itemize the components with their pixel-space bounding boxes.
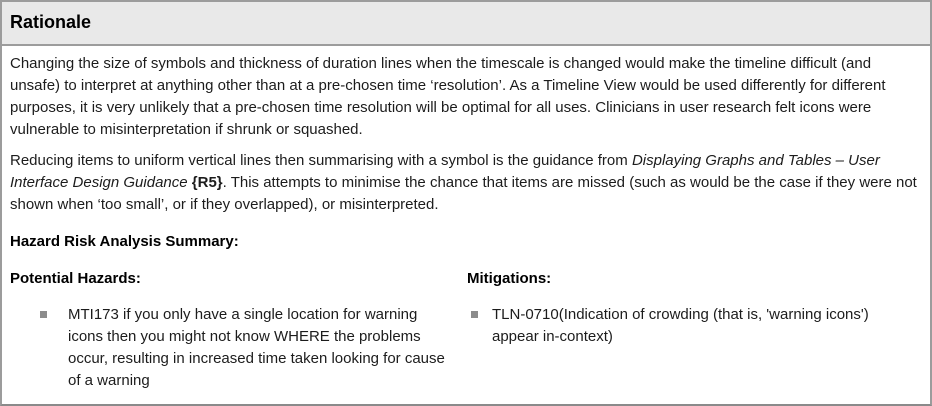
list-item — [467, 304, 920, 348]
reference-tag: {R5} — [191, 174, 223, 191]
rationale-paragraph-1: Changing the size of symbols and thickness of duration lines when the timescale is changed would make the timeline difficult (and unsafe) to interpret at anything other than at a pre-chosen time ‘resolution’. As a Timeline View would be used differently for different purposes, it is very unlikely that a pre-chosen time resolution will be optimal for all uses. Clinicians in user research felt icons were vulnerable to misinterpretation if shrunk or squashed. — [10, 55, 886, 138]
hazard-risk-summary-heading: Hazard Risk Analysis Summary: — [10, 233, 239, 250]
list-item — [10, 304, 465, 392]
square-bullet-icon — [471, 311, 478, 318]
hazard-item-text: MTI173 if you only have a single location for warning icons then you might not know WHERE the problems occur, resulting in increased time taken looking for cause of a warning — [68, 306, 445, 389]
potential-hazards-heading: Potential Hazards: — [10, 270, 141, 287]
square-bullet-icon — [40, 311, 47, 318]
potential-hazards-column — [10, 268, 465, 392]
mitigations-heading: Mitigations: — [467, 270, 552, 287]
mitigation-item-text: TLN-0710(Indication of crowding (that is, 'warning icons') appear in-context) — [492, 306, 869, 345]
potential-hazards-list — [10, 304, 465, 392]
paragraph-2-lead: Reducing items to uniform vertical lines then summarising with a symbol is the guidance from — [10, 152, 628, 169]
citation-title: Displaying Graphs and Tables – User Interface Design Guidance — [10, 152, 880, 191]
rationale-paragraph-2 — [10, 150, 920, 216]
paragraph-2-tail: . This attempts to minimise the chance that items are missed (such as would be the case if they were not shown when ‘too small’, or if they overlapped), or misinterpreted. — [10, 174, 917, 213]
hazards-mitigations-columns — [10, 268, 920, 392]
mitigations-column — [465, 268, 920, 392]
panel-title: Rationale — [10, 12, 92, 32]
mitigations-list — [467, 304, 920, 348]
panel-body — [2, 46, 930, 392]
panel-header — [2, 2, 930, 46]
